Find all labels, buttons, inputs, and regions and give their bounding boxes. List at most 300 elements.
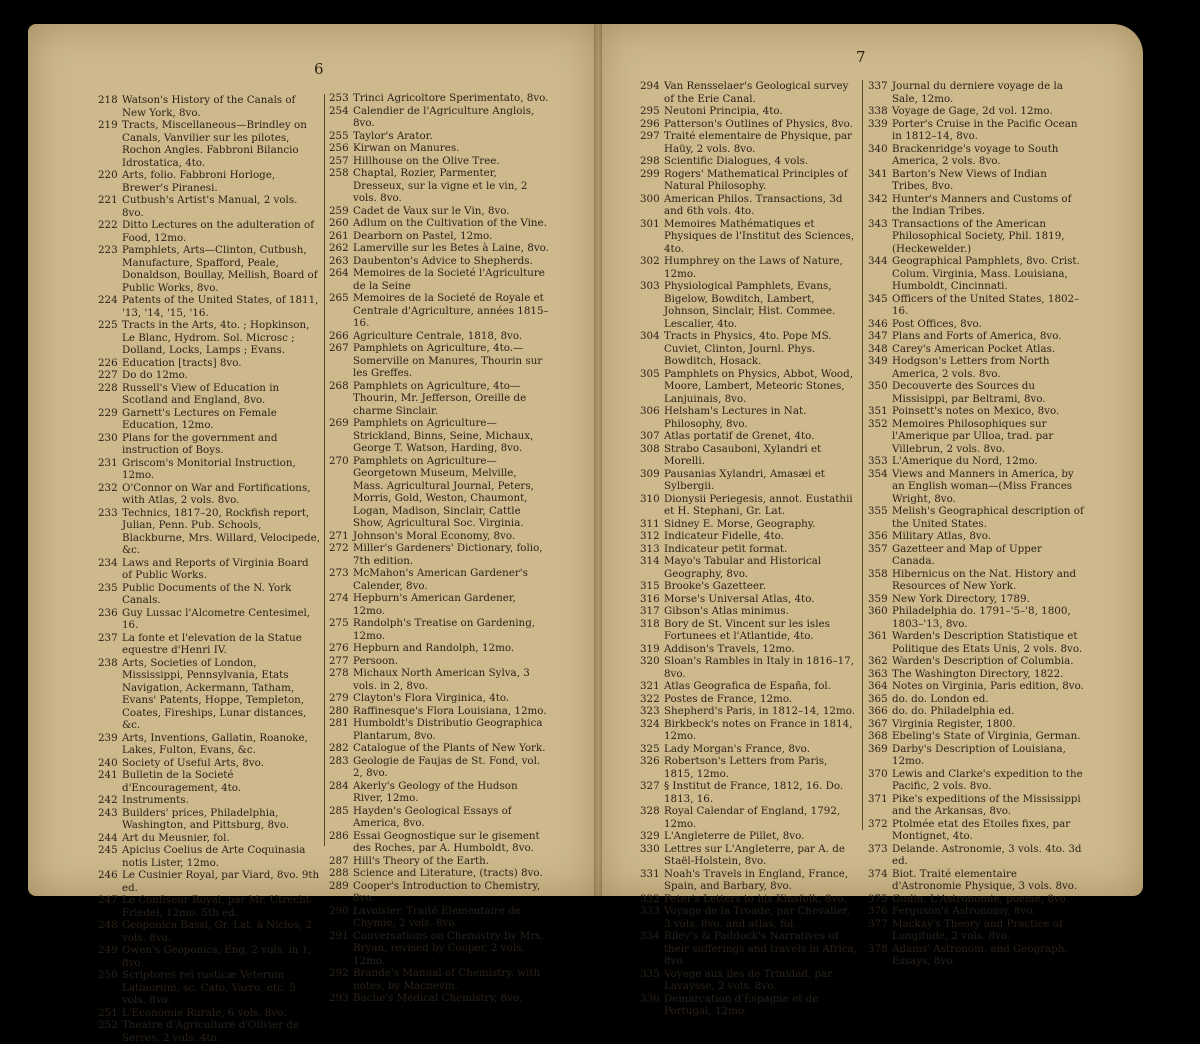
entry-number: 275 (329, 617, 349, 629)
catalog-entry (329, 855, 549, 868)
entry-number: 228 (98, 381, 118, 394)
entry-text: Morse's Universal Atlas, 4to. (664, 592, 815, 605)
entry-number: 378 (868, 942, 888, 955)
entry-text: Gazetteer and Map of Upper Canada. (892, 542, 1042, 567)
entry-number: 227 (98, 369, 118, 381)
entry-number: 328 (640, 805, 660, 817)
entry-text: Society of Useful Arts, 8vo. (122, 756, 264, 769)
catalog-entry (868, 730, 1086, 743)
entry-text: Strabo Casauboni, Xylandri et Morelli. (664, 442, 822, 467)
entry-text: Patterson's Outlines of Physics, 8vo. (664, 117, 853, 130)
entry-number: 242 (98, 794, 118, 806)
entry-text: Hillhouse on the Olive Tree. (353, 154, 500, 167)
entry-number: 353 (868, 455, 888, 467)
catalog-entry (868, 918, 1086, 943)
entry-number: 276 (329, 642, 349, 654)
entry-number: 319 (640, 642, 660, 655)
entry-number: 339 (868, 117, 888, 130)
entry-text: Philadelphia do. 1791–'5–'8, 1800, 1803–'13, 8vo. (892, 605, 1071, 630)
entry-number: 274 (329, 592, 349, 604)
entry-text: Patents of the United States, of 1811, '13, '14, '15, '16. (122, 294, 319, 319)
catalog-entry (640, 755, 858, 780)
entry-text: Brooke's Gazetteer. (664, 580, 767, 592)
entry-number: 229 (98, 406, 118, 419)
entry-text: Daubenton's Advice to Shepherds. (353, 254, 533, 267)
entry-text: Akerly's Geology of the Hudson River, 12mo. (353, 779, 518, 804)
entry-number: 254 (329, 104, 349, 117)
entry-number: 359 (868, 592, 888, 605)
entry-number: 277 (329, 654, 349, 667)
catalog-entry (640, 843, 858, 868)
entry-number: 370 (868, 767, 888, 780)
catalog-entry (329, 167, 549, 205)
entry-number: 268 (329, 379, 349, 392)
catalog-entry (868, 768, 1086, 793)
entry-text: Theatre d'Agriculture d'Olivier de Serres, 2 vols. 4to. (122, 1019, 300, 1044)
catalog-entry (329, 780, 549, 805)
entry-text: L'Economie Rurale, 6 vols. 8vo. (122, 1006, 287, 1019)
entry-text: Adams' Astronom. and Geograph. Essays, 8vo. (892, 942, 1068, 967)
entry-text: Lettres sur L'Angleterre, par A. de Staël-Holstein, 8vo. (664, 842, 845, 867)
entry-text: Voyage de Gage, 2d vol. 12mo. (892, 105, 1053, 117)
catalog-entry (329, 380, 549, 418)
entry-number: 318 (640, 617, 660, 630)
entry-number: 377 (868, 917, 888, 930)
catalog-entry (868, 818, 1086, 843)
entry-number: 236 (98, 606, 118, 619)
entry-number: 361 (868, 630, 888, 642)
entry-number: 288 (329, 867, 349, 879)
entry-text: Hepburn's American Gardener, 12mo. (353, 592, 516, 617)
entry-number: 283 (329, 754, 349, 767)
catalog-entry (640, 155, 858, 168)
catalog-entry (98, 194, 320, 219)
catalog-entry (329, 455, 549, 530)
catalog-entry (329, 105, 549, 130)
catalog-entry (868, 843, 1086, 868)
entry-number: 364 (868, 680, 888, 692)
entry-number: 243 (98, 806, 118, 819)
entry-number: 314 (640, 555, 660, 567)
entry-text: Builders' prices, Philadelphia, Washington, and Pittsburg, 8vo. (122, 806, 290, 831)
catalog-entry (329, 92, 549, 105)
entry-number: 273 (329, 567, 349, 579)
entry-number: 291 (329, 929, 349, 942)
catalog-entry (329, 567, 549, 592)
entry-text: Cadet de Vaux sur le Vin, 8vo. (353, 204, 510, 217)
entry-text: Officers of the United States, 1802–16. (892, 292, 1080, 317)
entry-number: 372 (868, 817, 888, 830)
entry-number: 333 (640, 905, 660, 917)
entry-number: 251 (98, 1006, 118, 1019)
entry-text: Lewis and Clarke's expedition to the Pacific, 2 vols. 8vo. (892, 767, 1083, 792)
catalog-entry (640, 893, 858, 906)
catalog-entry (640, 105, 858, 118)
entry-number: 369 (868, 742, 888, 755)
catalog-entry (329, 742, 549, 755)
catalog-entry (640, 218, 858, 256)
entry-text: Owen's Geoponics, Eng. 2 vols. in 1, 8vo. (122, 944, 312, 969)
catalog-entry (329, 905, 549, 930)
catalog-entry (98, 219, 320, 244)
entry-text: O'Connor on War and Fortifications, with Atlas, 2 vols. 8vo. (122, 481, 311, 506)
catalog-entry (868, 893, 1086, 906)
entry-number: 352 (868, 417, 888, 430)
entry-text: Public Documents of the N. York Canals. (122, 581, 292, 606)
entry-number: 357 (868, 542, 888, 555)
entry-number: 351 (868, 405, 888, 417)
catalog-entry (98, 919, 320, 944)
catalog-entry (868, 343, 1086, 356)
entry-text: Riley's & Paddock's Narratives of their sufferings and travels in Africa, 8vo. (664, 930, 857, 967)
entry-number: 312 (640, 530, 660, 542)
catalog-entry (868, 193, 1086, 218)
entry-number: 320 (640, 655, 660, 667)
catalog-entry (640, 118, 858, 131)
entry-text: Pamphlets on Agriculture—Georgetown Museum, Melville, Mass. Agricultural Journal, Peters, Morris, Gold, Weston, Chaumont, Logan, Madison, Sinclair, Cattle Show, Agricultural Soc. Virginia. (353, 454, 534, 529)
entry-number: 360 (868, 605, 888, 617)
catalog-entry (868, 118, 1086, 143)
entry-text: Humphrey on the Laws of Nature, 12mo. (664, 255, 843, 280)
catalog-entry (329, 230, 549, 243)
catalog-entry (640, 368, 858, 406)
entry-number: 292 (329, 967, 349, 979)
entry-number: 371 (868, 792, 888, 805)
entry-text: Ebeling's State of Virginia, German. (892, 730, 1081, 742)
catalog-entry (640, 705, 858, 718)
entry-number: 218 (98, 94, 118, 106)
catalog-entry (329, 530, 549, 543)
catalog-entry (640, 743, 858, 756)
entry-number: 263 (329, 254, 349, 267)
catalog-entry (640, 80, 858, 105)
catalog-entry (640, 580, 858, 593)
catalog-entry (640, 968, 858, 993)
catalog-entry (640, 555, 858, 580)
entry-number: 341 (868, 167, 888, 180)
entry-number: 317 (640, 605, 660, 617)
entry-text: Gudin. L'Astronomie, poeme, 8vo. (892, 892, 1070, 905)
entry-text: do. do. London ed. (892, 692, 989, 705)
catalog-entry (868, 593, 1086, 606)
catalog-entry (98, 169, 320, 194)
catalog-entry (98, 869, 320, 894)
entry-text: Royal Calendar of England, 1792, 12mo. (664, 805, 841, 830)
entry-text: Ferguson's Astronomy, 8vo. (892, 905, 1036, 917)
catalog-entry (640, 930, 858, 968)
entry-text: Taylor's Arator. (353, 129, 433, 142)
entry-number: 336 (640, 992, 660, 1005)
entry-text: Peter's Letters to his Kinsfolk, 8vo. (664, 892, 847, 905)
entry-number: 345 (868, 292, 888, 305)
catalog-entry (98, 357, 320, 370)
entry-text: § Institut de France, 1812, 16. Do. 1813, 16. (664, 780, 844, 805)
catalog-entry (640, 518, 858, 531)
entry-text: Warden's Description of Columbia. (892, 655, 1074, 667)
entry-text: Pamphlets on Agriculture—Strickland, Binns, Seine, Michaux, George T. Watson, Harding, 8vo. (353, 417, 534, 454)
catalog-entry (640, 493, 858, 518)
catalog-entry (329, 617, 549, 642)
entry-text: Notes on Virginia, Paris edition, 8vo. (892, 680, 1084, 692)
catalog-column-4 (868, 80, 1086, 968)
entry-text: Hunter's Manners and Customs of the Indian Tribes. (892, 192, 1072, 217)
catalog-entry (868, 380, 1086, 405)
catalog-entry (640, 405, 858, 430)
entry-number: 308 (640, 442, 660, 455)
entry-number: 255 (329, 129, 349, 142)
entry-text: Pamphlets on Agriculture, 4to.—Somerville on Manures, Thourin sur les Greffes. (353, 342, 543, 379)
entry-text: Tracts in Physics, 4to. Pope MS. Cuviet, Clinton, Journl. Phys. Bowditch, Hosack. (664, 330, 832, 367)
entry-number: 332 (640, 892, 660, 905)
entry-text: Atlas portatif de Grenet, 4to. (664, 430, 815, 442)
catalog-entry (98, 94, 320, 119)
entry-number: 358 (868, 567, 888, 580)
entry-text: Bulletin de la Societé d'Encouragement, 4to. (122, 769, 242, 794)
catalog-entry (640, 780, 858, 805)
entry-number: 326 (640, 755, 660, 767)
catalog-entry (98, 832, 320, 845)
entry-number: 304 (640, 330, 660, 342)
entry-text: Clayton's Flora Virginica, 4to. (353, 692, 510, 704)
entry-text: Robertson's Letters from Paris, 1815, 12mo. (664, 755, 828, 780)
entry-number: 237 (98, 631, 118, 644)
catalog-entry (640, 993, 858, 1018)
catalog-entry (98, 607, 320, 632)
entry-number: 230 (98, 431, 118, 444)
entry-number: 241 (98, 769, 118, 781)
catalog-entry (868, 143, 1086, 168)
catalog-entry (98, 844, 320, 869)
catalog-entry (640, 593, 858, 606)
catalog-entry (329, 142, 549, 155)
entry-number: 264 (329, 267, 349, 279)
entry-number: 365 (868, 692, 888, 705)
entry-text: Randolph's Treatise on Gardening, 12mo. (353, 617, 536, 642)
catalog-entry (868, 668, 1086, 681)
entry-text: Instruments. (122, 794, 189, 806)
entry-number: 349 (868, 355, 888, 367)
right-page-number: 7 (856, 48, 866, 66)
catalog-entry (329, 805, 549, 830)
entry-number: 221 (98, 194, 118, 206)
catalog-entry (868, 505, 1086, 530)
catalog-entry (98, 769, 320, 794)
entry-text: Geoponica Bassi, Gr. Lat. à Niclos, 2 vols. 8vo. (122, 919, 313, 944)
entry-number: 226 (98, 356, 118, 369)
entry-number: 335 (640, 967, 660, 980)
entry-number: 307 (640, 430, 660, 442)
catalog-entry (329, 242, 549, 255)
entry-text: Sloan's Rambles in Italy in 1816–17, 8vo. (664, 655, 854, 680)
entry-text: The Washington Directory, 1822. (892, 667, 1064, 680)
catalog-entry (329, 830, 549, 855)
entry-text: Dionysii Periegesis, annot. Eustathii et H. Stephani, Gr. Lat. (664, 492, 853, 517)
entry-text: Darby's Description of Louisiana, 12mo. (892, 742, 1066, 767)
entry-number: 266 (329, 329, 349, 342)
catalog-entry (329, 205, 549, 218)
entry-text: Michaux North American Sylva, 3 vols. in 2, 8vo. (353, 667, 530, 692)
entry-number: 376 (868, 905, 888, 917)
entry-text: Watson's History of the Canals of New York, 8vo. (122, 94, 296, 119)
entry-number: 295 (640, 105, 660, 117)
catalog-entry (329, 130, 549, 143)
catalog-entry (868, 455, 1086, 468)
entry-number: 232 (98, 481, 118, 494)
catalog-entry (868, 468, 1086, 506)
entry-number: 246 (98, 869, 118, 881)
catalog-entry (640, 680, 858, 693)
catalog-entry (868, 943, 1086, 968)
entry-number: 240 (98, 756, 118, 769)
entry-text: Military Atlas, 8vo. (892, 530, 992, 542)
entry-text: Physiological Pamphlets, Evans, Bigelow, Bowditch, Lambert, Johnson, Sinclair, Hist. Commee. Lescalier, 4to. (664, 280, 836, 330)
catalog-entry (640, 193, 858, 218)
entry-text: Humboldt's Distributio Geographica Plantarum, 8vo. (353, 717, 543, 742)
entry-number: 250 (98, 969, 118, 981)
entry-number: 300 (640, 192, 660, 205)
catalog-entry (98, 657, 320, 732)
entry-text: Tracts in the Arts, 4to. ; Hopkinson, Le Blanc, Hydrom. Sol. Microsc ; Dolland, Locks, Lamps ; Evans. (122, 319, 310, 356)
catalog-entry (640, 168, 858, 193)
entry-number: 373 (868, 842, 888, 855)
entry-text: Brackenridge's voyage to South America, 2 vols. 8vo. (892, 142, 1059, 167)
catalog-entry (868, 293, 1086, 318)
catalog-entry (868, 80, 1086, 105)
catalog-entry (98, 294, 320, 319)
entry-text: Mackay's Theory and Practice of Longitude, 2 vols. 8vo. (892, 917, 1063, 942)
entry-number: 375 (868, 892, 888, 905)
entry-text: Birkbeck's notes on France in 1814, 12mo. (664, 717, 853, 742)
entry-number: 343 (868, 217, 888, 230)
catalog-entry (98, 807, 320, 832)
catalog-entry (640, 868, 858, 893)
entry-text: Calendier de l'Agriculture Anglois, 8vo. (353, 104, 535, 129)
catalog-entry (868, 568, 1086, 593)
left-page-number: 6 (314, 60, 324, 78)
entry-number: 231 (98, 456, 118, 469)
entry-text: Agriculture Centrale, 1818, 8vo. (353, 329, 523, 342)
entry-number: 348 (868, 342, 888, 355)
entry-text: Memoires Mathématiques et Physiques de l'Institut des Sciences, 4to. (664, 217, 855, 255)
entry-number: 287 (329, 854, 349, 867)
catalog-entry (98, 119, 320, 169)
catalog-entry (329, 967, 549, 992)
entry-number: 309 (640, 467, 660, 480)
catalog-entry (640, 543, 858, 556)
catalog-entry (329, 755, 549, 780)
entry-text: Atlas Geografica de España, fol. (664, 680, 831, 692)
entry-number: 366 (868, 705, 888, 717)
catalog-entry (329, 217, 549, 230)
catalog-entry (98, 944, 320, 969)
entry-text: Delande. Astronomie, 3 vols. 4to. 3d ed. (892, 842, 1082, 867)
catalog-entry (98, 244, 320, 294)
entry-text: Science and Literature, (tracts) 8vo. (353, 867, 543, 879)
entry-number: 219 (98, 119, 118, 131)
catalog-entry (868, 680, 1086, 693)
entry-number: 316 (640, 592, 660, 605)
entry-text: Chaptal, Rozier, Parmenter, Dresseux, sur la vigne et le vin, 2 vols. 8vo. (353, 167, 528, 204)
catalog-entry (329, 155, 549, 168)
entry-number: 258 (329, 167, 349, 179)
catalog-entry (868, 105, 1086, 118)
entry-number: 303 (640, 280, 660, 292)
entry-number: 282 (329, 742, 349, 754)
catalog-entry (640, 805, 858, 830)
entry-text: Garnett's Lectures on Female Education, 12mo. (122, 406, 277, 431)
catalog-entry (868, 330, 1086, 343)
catalog-entry (868, 418, 1086, 456)
entry-text: Ditto Lectures on the adulteration of Food, 12mo. (122, 219, 315, 244)
entry-number: 239 (98, 731, 118, 744)
entry-number: 329 (640, 830, 660, 842)
entry-text: Apicius Coelius de Arte Coquinasia notis Lister, 12mo. (122, 844, 306, 869)
catalog-entry (329, 667, 549, 692)
catalog-entry (868, 530, 1086, 543)
entry-text: Traité elementaire de Physique, par Haüy, 2 vols. 8vo. (664, 130, 852, 155)
catalog-entry (868, 630, 1086, 655)
entry-number: 265 (329, 292, 349, 304)
entry-text: Trinci Agricoltore Sperimentato, 8vo. (353, 92, 549, 104)
entry-number: 278 (329, 667, 349, 679)
catalog-entry (640, 468, 858, 493)
catalog-entry (640, 643, 858, 656)
entry-text: Kirwan on Manures. (353, 142, 460, 154)
entry-text: Pamphlets on Agriculture, 4to—Thourin, Mr. Jefferson, Oreille de charme Sinclair. (353, 379, 527, 417)
entry-number: 267 (329, 342, 349, 354)
entry-number: 301 (640, 217, 660, 230)
catalog-entry (98, 482, 320, 507)
entry-text: Pamphlets, Arts—Clinton, Cutbush, Manufacture, Spafford, Peale, Donaldson, Boullay, Mellish, Board of Public Works, 8vo. (122, 244, 318, 294)
catalog-entry (868, 605, 1086, 630)
catalog-entry (868, 318, 1086, 331)
entry-number: 238 (98, 656, 118, 669)
entry-number: 305 (640, 367, 660, 380)
entry-text: Pausanias Xylandri, Amasæi et Sylbergii. (664, 467, 825, 492)
entry-number: 355 (868, 505, 888, 517)
entry-text: L'Amerique du Nord, 12mo. (892, 455, 1038, 467)
catalog-entry (98, 794, 320, 807)
entry-number: 310 (640, 492, 660, 505)
catalog-column-2 (329, 92, 549, 1005)
catalog-entry (98, 382, 320, 407)
entry-number: 223 (98, 244, 118, 256)
entry-text: Hepburn and Randolph, 12mo. (353, 642, 515, 654)
catalog-entry (868, 743, 1086, 768)
entry-number: 342 (868, 192, 888, 205)
entry-text: Addison's Travels, 12mo. (664, 642, 795, 655)
entry-text: Gibson's Atlas minimus. (664, 605, 789, 617)
entry-text: New York Directory, 1789. (892, 592, 1030, 605)
entry-text: Art du Meusnier, fol. (122, 831, 230, 844)
catalog-entry (329, 867, 549, 880)
entry-number: 368 (868, 730, 888, 742)
entry-text: Bory de St. Vincent sur les isles Fortunees et l'Atlantide, 4to. (664, 617, 830, 642)
catalog-entry (640, 130, 858, 155)
entry-text: Neutoni Principia, 4to. (664, 105, 783, 117)
catalog-entry (329, 655, 549, 668)
entry-number: 327 (640, 780, 660, 792)
entry-text: Conversations on Chemistry by Mrs. Bryan, revised by Cooper, 2 vols. 12mo. (353, 929, 544, 967)
entry-number: 269 (329, 417, 349, 429)
entry-number: 289 (329, 879, 349, 892)
entry-text: Indicateur petit format. (664, 542, 788, 555)
entry-number: 279 (329, 692, 349, 704)
entry-number: 325 (640, 742, 660, 755)
catalog-entry (98, 969, 320, 1007)
entry-text: Pamphlets on Physics, Abbot, Wood, Moore, Lambert, Meteoric Stones, Lanjuinais, 8vo. (664, 367, 853, 405)
entry-text: Technics, 1817–20, Rockfish report, Julian, Penn. Pub. Schools, Blackburne, Mrs. Willard, Velocipede, &c. (122, 506, 320, 556)
